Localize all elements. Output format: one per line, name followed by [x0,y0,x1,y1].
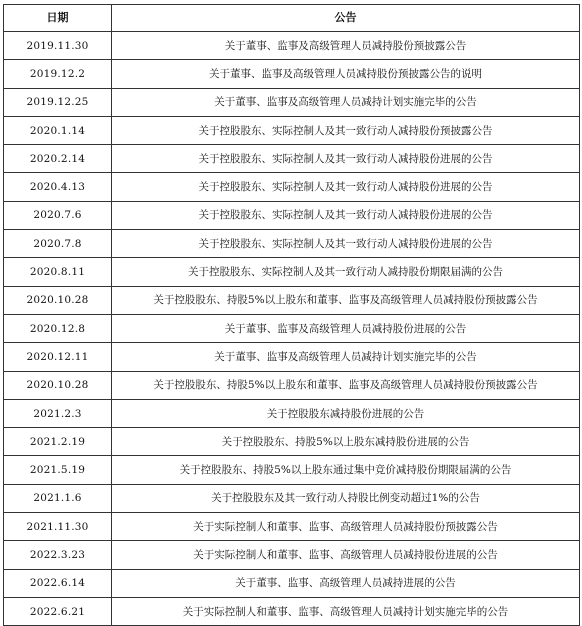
table-row [4,399,580,427]
date-cell: 2021.1.6 [4,484,112,512]
date-cell: 2020.4.13 [4,173,112,201]
title-cell: 关于控股股东、实际控制人及其一致行动人减持股份进展的公告 [112,230,580,258]
date-cell: 2020.8.11 [4,258,112,286]
title-cell: 关于董事、监事及高级管理人员减持股份预披露公告的说明 [112,60,580,88]
title-cell: 关于控股股东、持股5%以上股东和董事、监事及高级管理人员减持股份预披露公告 [112,286,580,314]
title-cell: 关于董事、监事及高级管理人员减持股份预披露公告 [112,32,580,60]
table-row [4,371,580,399]
title-cell: 关于实际控制人和董事、监事、高级管理人员减持股份预披露公告 [112,513,580,541]
table-row [4,88,580,116]
table-row [4,201,580,229]
table-body [4,32,580,626]
date-cell: 2022.3.23 [4,541,112,569]
table-row [4,569,580,597]
date-cell: 2020.1.14 [4,116,112,144]
table-row [4,314,580,342]
title-cell: 关于董事、监事及高级管理人员减持股份进展的公告 [112,314,580,342]
date-cell: 2020.7.6 [4,201,112,229]
title-cell: 关于实际控制人和董事、监事、高级管理人员减持计划实施完毕的公告 [112,597,580,625]
date-cell: 2020.12.11 [4,343,112,371]
table-row [4,597,580,625]
table-header [4,5,580,32]
date-cell: 2019.12.2 [4,60,112,88]
title-cell: 关于董事、监事及高级管理人员减持计划实施完毕的公告 [112,88,580,116]
date-cell: 2021.11.30 [4,513,112,541]
table-row [4,541,580,569]
date-cell: 2019.11.30 [4,32,112,60]
title-cell: 关于控股股东、持股5%以上股东和董事、监事及高级管理人员减持股份预披露公告 [112,371,580,399]
table-row [4,456,580,484]
title-cell: 关于控股股东、实际控制人及其一致行动人减持股份进展的公告 [112,201,580,229]
table-row [4,484,580,512]
title-cell: 关于控股股东、持股5%以上股东减持股份进展的公告 [112,428,580,456]
date-column-header: 日期 [4,5,112,32]
title-column-header: 公告 [112,5,580,32]
date-cell: 2020.7.8 [4,230,112,258]
date-cell: 2022.6.21 [4,597,112,625]
header-row [4,5,580,32]
date-cell: 2021.2.19 [4,428,112,456]
title-cell: 关于控股股东、实际控制人及其一致行动人减持股份进展的公告 [112,173,580,201]
table-row [4,60,580,88]
date-cell: 2021.2.3 [4,399,112,427]
table-row [4,32,580,60]
table-row [4,513,580,541]
date-cell: 2020.10.28 [4,286,112,314]
title-cell: 关于实际控制人和董事、监事、高级管理人员减持股份进展的公告 [112,541,580,569]
table-row [4,286,580,314]
table-row [4,173,580,201]
date-cell: 2022.6.14 [4,569,112,597]
title-cell: 关于控股股东、实际控制人及其一致行动人减持股份进展的公告 [112,145,580,173]
title-cell: 关于控股股东减持股份进展的公告 [112,399,580,427]
announcement-table [3,4,580,626]
date-cell: 2020.10.28 [4,371,112,399]
title-cell: 关于控股股东、实际控制人及其一致行动人减持股份预披露公告 [112,116,580,144]
table-row [4,258,580,286]
date-cell: 2020.2.14 [4,145,112,173]
title-cell: 关于控股股东、持股5%以上股东通过集中竞价减持股份期限届满的公告 [112,456,580,484]
title-cell: 关于控股股东及其一致行动人持股比例变动超过1%的公告 [112,484,580,512]
table-row [4,428,580,456]
title-cell: 关于控股股东、实际控制人及其一致行动人减持股份期限届满的公告 [112,258,580,286]
table-row [4,145,580,173]
date-cell: 2021.5.19 [4,456,112,484]
date-cell: 2019.12.25 [4,88,112,116]
title-cell: 关于董事、监事、高级管理人员减持进展的公告 [112,569,580,597]
date-cell: 2020.12.8 [4,314,112,342]
title-cell: 关于董事、监事及高级管理人员减持计划实施完毕的公告 [112,343,580,371]
table-row [4,116,580,144]
table-row [4,230,580,258]
table-row [4,343,580,371]
